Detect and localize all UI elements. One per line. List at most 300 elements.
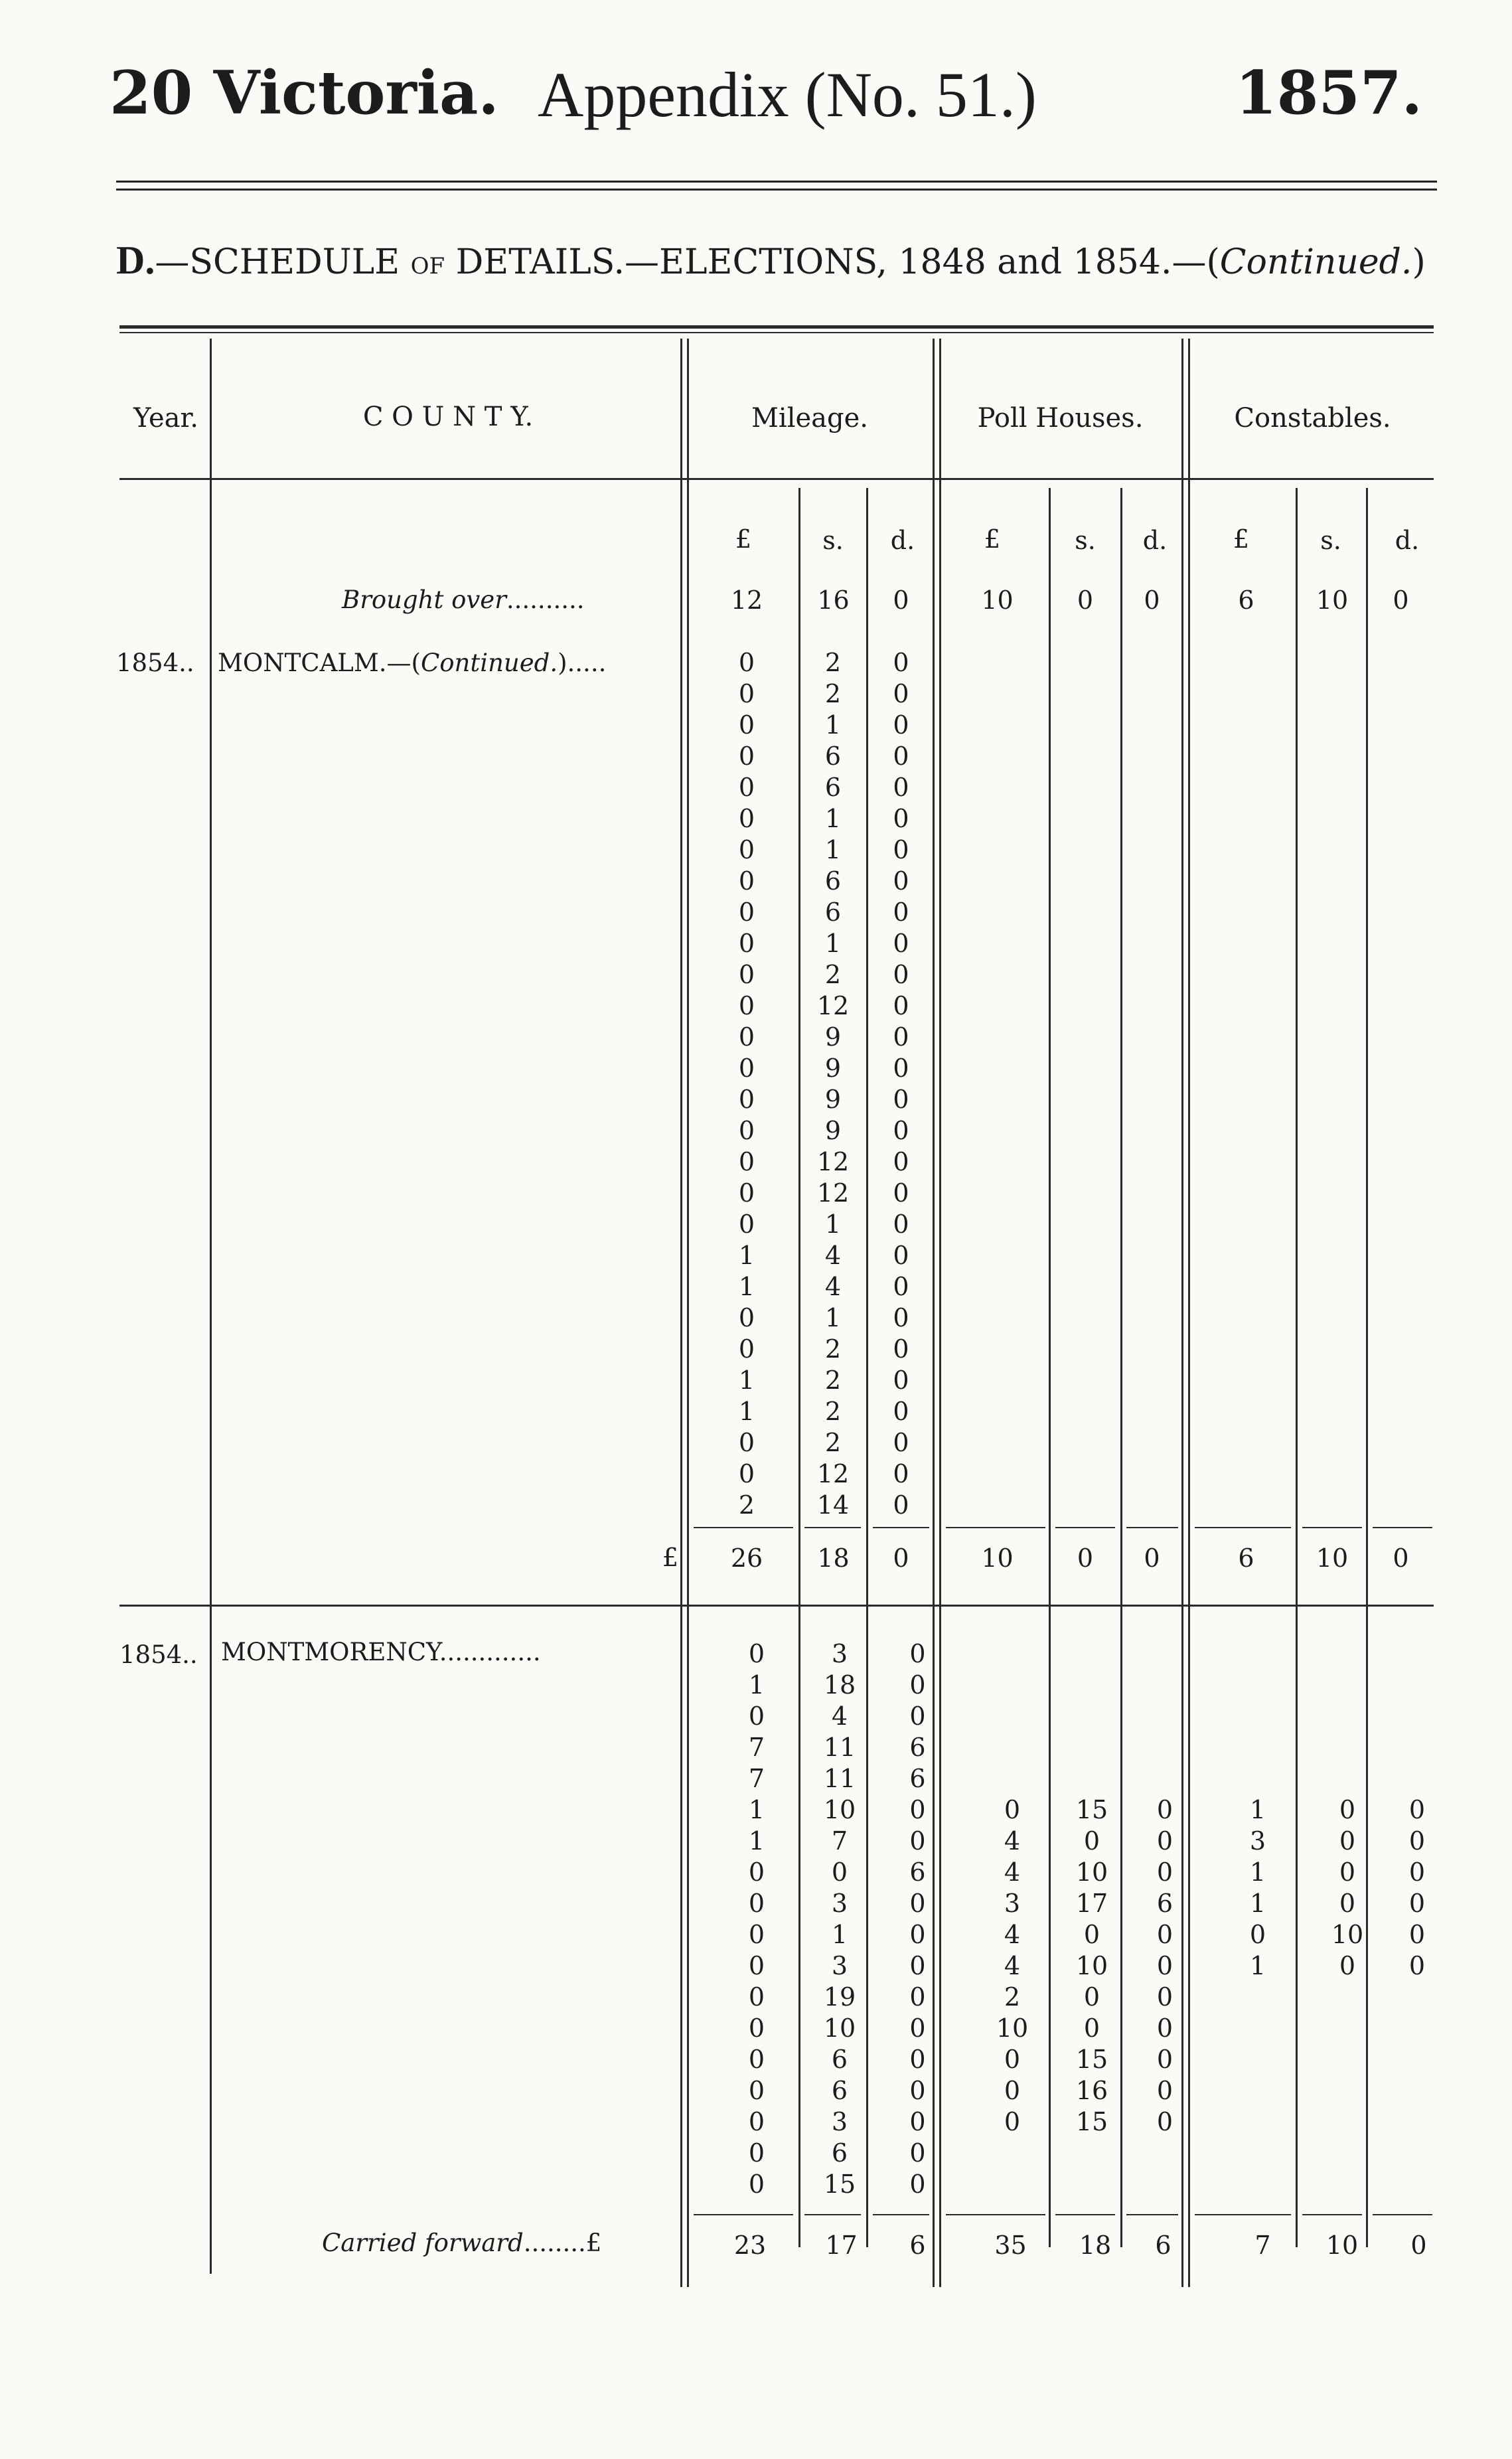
- cf-mileage-d: 6: [909, 2231, 926, 2260]
- montmorency-name: MONTMORENCY: [221, 1638, 439, 1666]
- mileage-shillings-cell: 3: [831, 1639, 848, 1668]
- montcalm-county: [218, 651, 606, 675]
- subtitle-close: ): [1412, 242, 1426, 282]
- poll-pence-cell: 0: [1156, 2014, 1173, 2043]
- const-pounds-cell: 1: [1249, 1795, 1266, 1824]
- mileage-pounds-cell: 0: [748, 1982, 765, 2012]
- montcalm-total-rule-poll-l: [946, 1527, 1045, 1528]
- const-pounds-cell: 3: [1249, 1826, 1266, 1856]
- year-county-divider: [210, 339, 212, 2274]
- poll-pounds-cell: 0: [1004, 1795, 1021, 1824]
- mileage-pence-cell: 0: [893, 1428, 909, 1457]
- cf-rule-s: [804, 2214, 861, 2215]
- mileage-shilling-unit: s.: [822, 526, 844, 555]
- mileage-pence-cell: 0: [909, 1982, 926, 2012]
- year-label: 1857.: [1235, 58, 1422, 128]
- mileage-pence-cell: 0: [893, 898, 909, 927]
- mileage-pence-cell: 0: [893, 1178, 909, 1208]
- poll-pence-cell: 0: [1156, 1982, 1173, 2012]
- montcalm-total-rule-const-d: [1373, 1527, 1432, 1528]
- mileage-pounds-cell: 0: [738, 1085, 755, 1114]
- poll-pounds-cell: 4: [1004, 1920, 1021, 1949]
- mileage-shillings-cell: 2: [824, 960, 842, 989]
- mileage-pence-cell: 0: [909, 2170, 926, 2199]
- montcalm-total-rule-const-s: [1302, 1527, 1362, 1528]
- montmorency-mileage-pounds: [723, 1638, 790, 2200]
- mileage-pounds-cell: 0: [748, 2014, 765, 2043]
- brought-over-mileage-s: 16: [817, 586, 850, 615]
- mileage-pence-cell: 0: [893, 742, 909, 771]
- mileage-pounds-cell: 0: [738, 960, 755, 989]
- mileage-pounds-cell: 0: [748, 2170, 765, 2199]
- mileage-pence-cell: 0: [893, 866, 909, 896]
- mileage-shillings-cell: 2: [824, 1397, 842, 1426]
- table-top-rule-1: [119, 325, 1434, 329]
- mileage-shillings-cell: 6: [831, 2076, 848, 2105]
- mileage-pounds-cell: 0: [748, 2045, 765, 2074]
- mileage-pounds-cell: 0: [738, 1116, 755, 1145]
- mileage-pence-cell: 0: [909, 1826, 926, 1856]
- mileage-pounds-cell: 7: [748, 1733, 765, 1762]
- subtitle-text-1: —SCHEDULE: [155, 242, 411, 282]
- const-s-d-divider: [1366, 488, 1368, 2247]
- poll-pence-cell: 0: [1156, 1795, 1173, 1824]
- montcalm-total-poll-l: 10: [981, 1544, 1014, 1573]
- mileage-pence-cell: 0: [893, 1116, 909, 1145]
- poll-pence-cell: 6: [1156, 1889, 1173, 1918]
- mileage-shillings-cell: 18: [823, 1670, 856, 1700]
- mileage-shillings-cell: 2: [824, 679, 842, 708]
- mileage-pounds-cell: 0: [748, 1702, 765, 1731]
- cf-poll-s: 18: [1079, 2231, 1112, 2260]
- carried-forward-pound-sign: £: [585, 2229, 602, 2257]
- carried-forward-text: Carried forward: [322, 2229, 524, 2257]
- mileage-pounds-cell: 1: [748, 1826, 765, 1856]
- montcalm-total-const-l: 6: [1238, 1544, 1254, 1573]
- mileage-pence-cell: 0: [893, 1303, 909, 1332]
- mileage-shillings-cell: 14: [816, 1490, 850, 1520]
- mileage-shillings-cell: 7: [831, 1826, 848, 1856]
- const-pounds-cell: 1: [1249, 1951, 1266, 1980]
- mileage-pence-cell: 0: [909, 1702, 926, 1731]
- montcalm-total-poll-d: 0: [1144, 1544, 1160, 1573]
- mileage-shillings-cell: 15: [823, 2170, 856, 2199]
- mileage-shillings-cell: 1: [824, 710, 842, 740]
- mileage-pence-cell: 0: [893, 679, 909, 708]
- mileage-shillings-cell: 1: [824, 835, 842, 864]
- mileage-pounds-cell: 1: [748, 1795, 765, 1824]
- montcalm-total-const-d: 0: [1393, 1544, 1409, 1573]
- mileage-shillings-cell: 3: [831, 1951, 848, 1980]
- montmorency-poll-pence: [1135, 1794, 1195, 2138]
- montcalm-total-rule-s: [804, 1527, 861, 1528]
- poll-shillings-cell: 17: [1075, 1889, 1108, 1918]
- poll-shilling-unit: s.: [1075, 526, 1096, 555]
- mileage-pence-unit: d.: [890, 526, 915, 555]
- mileage-pence-cell: 0: [909, 2076, 926, 2105]
- poll-pence-cell: 0: [1156, 2045, 1173, 2074]
- mileage-pounds-cell: 0: [748, 1920, 765, 1949]
- mileage-pence-cell: 6: [909, 1733, 926, 1762]
- cf-rule-l: [694, 2214, 793, 2215]
- mileage-shillings-cell: 0: [831, 1858, 848, 1887]
- table-top-rule-2: [119, 332, 1434, 333]
- montcalm-total-pound-sign: £: [662, 1543, 679, 1572]
- mileage-pounds-cell: 0: [748, 2107, 765, 2136]
- mileage-shillings-cell: 12: [816, 991, 850, 1020]
- cf-rule-const-s: [1302, 2214, 1362, 2215]
- mileage-pounds-cell: 0: [738, 898, 755, 927]
- mileage-shillings-cell: 6: [831, 2138, 848, 2168]
- const-pence-unit: d.: [1395, 526, 1420, 555]
- montmorency-poll-pounds: [979, 1794, 1045, 2138]
- brought-over-poll-l: 10: [981, 586, 1014, 615]
- poll-pounds-cell: 0: [1004, 2076, 1021, 2105]
- mileage-shillings-cell: 4: [824, 1272, 842, 1301]
- mileage-pounds-cell: 0: [738, 866, 755, 896]
- mileage-shillings-cell: 2: [824, 1366, 842, 1395]
- brought-over-label: [342, 588, 585, 612]
- mileage-pence-cell: 0: [893, 1490, 909, 1520]
- subtitle-continued: Continued.: [1219, 242, 1412, 282]
- montcalm-total-rule-d: [873, 1527, 929, 1528]
- mileage-pence-cell: 0: [893, 1085, 909, 1114]
- cf-mileage-l: 23: [733, 2231, 767, 2260]
- mileage-pounds-cell: 0: [738, 773, 755, 802]
- mileage-pence-cell: 0: [893, 648, 909, 677]
- mileage-shillings-cell: 1: [824, 929, 842, 958]
- carried-forward-label: [322, 2231, 601, 2255]
- montmorency-const-shillings: [1314, 1794, 1381, 1982]
- mileage-pence-cell: 6: [909, 1858, 926, 1887]
- header-bottom-rule: [119, 478, 1434, 480]
- mileage-pounds-cell: 0: [738, 1054, 755, 1083]
- brought-over-poll-d: 0: [1144, 586, 1160, 615]
- mileage-shillings-cell: 4: [824, 1241, 842, 1270]
- mileage-pence-cell: 0: [893, 804, 909, 833]
- mileage-pence-cell: 0: [909, 1889, 926, 1918]
- cf-const-d: 0: [1410, 2231, 1427, 2260]
- mileage-pence-cell: 0: [893, 1366, 909, 1395]
- poll-pounds-cell: 4: [1004, 1826, 1021, 1856]
- poll-houses-header: Poll Houses.: [977, 403, 1144, 434]
- session-label: 20 Victoria.: [110, 58, 499, 128]
- mileage-pounds-cell: 0: [738, 929, 755, 958]
- poll-pounds-cell: 0: [1004, 2107, 1021, 2136]
- subtitle-of: OF: [410, 253, 445, 279]
- montmorency-year: 1854..: [119, 1640, 198, 1669]
- mileage-shillings-cell: 6: [831, 2045, 848, 2074]
- cf-rule-poll-d: [1126, 2214, 1178, 2215]
- const-pence-cell: 0: [1408, 1889, 1426, 1918]
- montcalm-total-mileage-l: 26: [730, 1544, 763, 1573]
- county-mileage-divider-b: [687, 339, 689, 2287]
- schedule-subtitle: [116, 238, 1426, 283]
- const-pence-cell: 0: [1408, 1858, 1426, 1887]
- mileage-pence-cell: 0: [909, 2107, 926, 2136]
- poll-shillings-cell: 0: [1083, 2014, 1100, 2043]
- mileage-shillings-cell: 9: [824, 1054, 842, 1083]
- mileage-header: Mileage.: [751, 403, 869, 434]
- mileage-shillings-cell: 1: [824, 1303, 842, 1332]
- montmorency-mileage-shillings: [806, 1638, 873, 2200]
- mileage-pound-unit: £: [735, 524, 752, 554]
- poll-pounds-cell: 4: [1004, 1951, 1021, 1980]
- mileage-pounds-cell: 0: [738, 1303, 755, 1332]
- poll-l-s-divider: [1049, 488, 1051, 2247]
- mileage-shillings-cell: 10: [823, 2014, 856, 2043]
- mileage-pence-cell: 0: [893, 1022, 909, 1052]
- mileage-pence-cell: 0: [909, 2045, 926, 2074]
- mileage-pounds-cell: 1: [748, 1670, 765, 1700]
- montcalm-total-mileage-s: 18: [817, 1544, 850, 1573]
- const-pence-cell: 0: [1408, 1795, 1426, 1824]
- const-pounds-cell: 1: [1249, 1889, 1266, 1918]
- montcalm-year: 1854..: [116, 649, 194, 677]
- county-header: C O U N T Y.: [362, 402, 534, 432]
- const-pence-cell: 0: [1408, 1920, 1426, 1949]
- cf-rule-d: [873, 2214, 929, 2215]
- mileage-pounds-cell: 7: [748, 1764, 765, 1793]
- mileage-pounds-cell: 0: [748, 2076, 765, 2105]
- subtitle-text-2: DETAILS.—ELECTIONS, 1848 and 1854.—(: [445, 242, 1220, 282]
- mileage-shillings-cell: 9: [824, 1085, 842, 1114]
- montmorency-poll-shillings: [1059, 1794, 1125, 2138]
- mileage-pence-cell: 0: [909, 1951, 926, 1980]
- mileage-pounds-cell: 1: [738, 1241, 755, 1270]
- mileage-shillings-cell: 19: [823, 1982, 856, 2012]
- mileage-shillings-cell: 6: [824, 773, 842, 802]
- mileage-pounds-cell: 0: [738, 1210, 755, 1239]
- poll-pounds-cell: 10: [996, 2014, 1029, 2043]
- mileage-shillings-cell: 11: [823, 1764, 856, 1793]
- cf-poll-l: 35: [994, 2231, 1027, 2260]
- poll-shillings-cell: 15: [1075, 2045, 1108, 2074]
- mileage-shillings-cell: 3: [831, 1889, 848, 1918]
- cf-rule-poll-s: [1055, 2214, 1115, 2215]
- montcalm-total-rule-poll-s: [1055, 1527, 1115, 1528]
- mileage-pence-cell: 0: [909, 2014, 926, 2043]
- montcalm-close: ): [558, 649, 567, 677]
- mileage-shillings-cell: 2: [824, 648, 842, 677]
- poll-shillings-cell: 10: [1075, 1858, 1108, 1887]
- poll-shillings-cell: 0: [1083, 1826, 1100, 1856]
- montcalm-total-rule-l: [694, 1527, 793, 1528]
- mileage-pounds-cell: 0: [748, 1951, 765, 1980]
- mileage-shillings-cell: 2: [824, 1334, 842, 1364]
- montmorency-county: [221, 1640, 541, 1664]
- montmorency-mileage-pence: [886, 1638, 949, 2200]
- const-shillings-cell: 10: [1331, 1920, 1364, 1949]
- header-rule-1: [116, 181, 1437, 183]
- poll-shillings-cell: 10: [1075, 1951, 1108, 1980]
- montcalm-mileage-pence: [869, 647, 933, 1521]
- mileage-shillings-cell: 10: [823, 1795, 856, 1824]
- mileage-pounds-cell: 0: [738, 648, 755, 677]
- poll-shillings-cell: 15: [1075, 1795, 1108, 1824]
- mileage-pence-cell: 0: [909, 2138, 926, 2168]
- mileage-shillings-cell: 6: [824, 866, 842, 896]
- montcalm-mileage-shillings: [800, 647, 866, 1521]
- montcalm-name: MONTCALM.—(: [218, 649, 421, 677]
- montmorency-dots: .............: [439, 1638, 541, 1666]
- poll-pounds-cell: 3: [1004, 1889, 1021, 1918]
- mileage-pounds-cell: 0: [748, 1639, 765, 1668]
- mileage-shillings-cell: 12: [816, 1459, 850, 1488]
- montcalm-total-rule-const-l: [1195, 1527, 1291, 1528]
- section-divider: [119, 1605, 1434, 1607]
- cf-mileage-s: 17: [825, 2231, 858, 2260]
- const-l-s-divider: [1296, 488, 1298, 2247]
- const-shillings-cell: 0: [1339, 1951, 1356, 1980]
- mileage-shillings-cell: 1: [824, 804, 842, 833]
- const-pence-cell: 0: [1408, 1826, 1426, 1856]
- const-shilling-unit: s.: [1320, 526, 1341, 555]
- mileage-pounds-cell: 2: [738, 1490, 755, 1520]
- mileage-pence-cell: 0: [909, 1920, 926, 1949]
- mileage-shillings-cell: 2: [824, 1428, 842, 1457]
- cf-const-s: 10: [1325, 2231, 1359, 2260]
- mileage-pence-cell: 0: [893, 1272, 909, 1301]
- mileage-shillings-cell: 3: [831, 2107, 848, 2136]
- mileage-pounds-cell: 0: [738, 679, 755, 708]
- poll-pounds-cell: 0: [1004, 2045, 1021, 2074]
- brought-over-const-d: 0: [1393, 586, 1409, 615]
- poll-pence-cell: 0: [1156, 1951, 1173, 1980]
- montcalm-total-mileage-d: 0: [893, 1544, 909, 1573]
- mileage-pounds-cell: 0: [738, 710, 755, 740]
- brought-over-dots: ..........: [506, 586, 585, 614]
- mileage-shillings-cell: 12: [816, 1147, 850, 1176]
- mileage-pounds-cell: 0: [738, 1334, 755, 1364]
- mileage-pounds-cell: 0: [738, 835, 755, 864]
- mileage-pence-cell: 0: [893, 1147, 909, 1176]
- const-shillings-cell: 0: [1339, 1858, 1356, 1887]
- mileage-pence-cell: 0: [893, 960, 909, 989]
- mileage-pence-cell: 0: [893, 1054, 909, 1083]
- year-header: Year.: [133, 403, 198, 434]
- mileage-shillings-cell: 11: [823, 1733, 856, 1762]
- poll-shillings-cell: 16: [1075, 2076, 1108, 2105]
- poll-pounds-cell: 4: [1004, 1858, 1021, 1887]
- mileage-shillings-cell: 9: [824, 1022, 842, 1052]
- mileage-pounds-cell: 1: [738, 1397, 755, 1426]
- montcalm-dots: .....: [567, 649, 607, 677]
- mileage-pence-cell: 0: [893, 835, 909, 864]
- mileage-pounds-cell: 1: [738, 1272, 755, 1301]
- mileage-pounds-cell: 0: [738, 1178, 755, 1208]
- montcalm-total-const-s: 10: [1316, 1544, 1349, 1573]
- mileage-pounds-cell: 0: [748, 1889, 765, 1918]
- mileage-pence-cell: 0: [893, 1241, 909, 1270]
- county-mileage-divider-a: [680, 339, 682, 2287]
- header-rule-2: [116, 189, 1437, 191]
- constables-header: Constables.: [1234, 403, 1391, 434]
- mileage-pence-cell: 0: [893, 710, 909, 740]
- mileage-pence-cell: 0: [893, 991, 909, 1020]
- mileage-pounds-cell: 0: [748, 2138, 765, 2168]
- mileage-pence-cell: 0: [893, 773, 909, 802]
- mileage-shillings-cell: 6: [824, 742, 842, 771]
- brought-over-mileage-l: 12: [730, 586, 763, 615]
- mileage-shillings-cell: 12: [816, 1178, 850, 1208]
- montmorency-const-pence: [1387, 1794, 1447, 1982]
- poll-shillings-cell: 0: [1083, 1920, 1100, 1949]
- mileage-shillings-cell: 9: [824, 1116, 842, 1145]
- poll-pence-unit: d.: [1142, 526, 1168, 555]
- mileage-pounds-cell: 0: [748, 1858, 765, 1887]
- cf-rule-poll-l: [946, 2214, 1045, 2215]
- poll-pence-cell: 0: [1156, 2076, 1173, 2105]
- mileage-pounds-cell: 0: [738, 1147, 755, 1176]
- schedule-letter: D.: [116, 238, 155, 282]
- poll-pence-cell: 0: [1156, 1826, 1173, 1856]
- mileage-pence-cell: 0: [909, 1639, 926, 1668]
- cf-poll-d: 6: [1155, 2231, 1172, 2260]
- const-shillings-cell: 0: [1339, 1889, 1356, 1918]
- mileage-shillings-cell: 4: [831, 1702, 848, 1731]
- mileage-pounds-cell: 0: [738, 1022, 755, 1052]
- const-pounds-cell: 0: [1249, 1920, 1266, 1949]
- mileage-pence-cell: 0: [909, 1670, 926, 1700]
- const-shillings-cell: 0: [1339, 1826, 1356, 1856]
- mileage-shillings-cell: 6: [824, 898, 842, 927]
- brought-over-poll-s: 0: [1077, 586, 1094, 615]
- cf-rule-const-d: [1373, 2214, 1432, 2215]
- montcalm-mileage-pounds: [714, 647, 780, 1521]
- brought-over-const-l: 6: [1238, 586, 1254, 615]
- const-pounds-cell: 1: [1249, 1858, 1266, 1887]
- poll-pence-cell: 0: [1156, 1920, 1173, 1949]
- mileage-pounds-cell: 1: [738, 1366, 755, 1395]
- mileage-pounds-cell: 0: [738, 742, 755, 771]
- cf-const-l: 7: [1254, 2231, 1271, 2260]
- mileage-pence-cell: 0: [893, 929, 909, 958]
- brought-over-const-s: 10: [1316, 586, 1349, 615]
- poll-pence-cell: 0: [1156, 1858, 1173, 1887]
- mileage-pounds-cell: 0: [738, 1459, 755, 1488]
- mileage-pounds-cell: 0: [738, 991, 755, 1020]
- brought-over-text: Brought over: [342, 586, 506, 614]
- const-pound-unit: £: [1233, 524, 1250, 554]
- montcalm-total-poll-s: 0: [1077, 1544, 1094, 1573]
- const-shillings-cell: 0: [1339, 1795, 1356, 1824]
- carried-forward-dots: ........: [523, 2229, 586, 2257]
- mileage-pence-cell: 0: [893, 1210, 909, 1239]
- mileage-shillings-cell: 1: [831, 1920, 848, 1949]
- brought-over-mileage-d: 0: [893, 586, 909, 615]
- mileage-pence-cell: 0: [893, 1397, 909, 1426]
- montcalm-total-rule-poll-d: [1126, 1527, 1178, 1528]
- mileage-shillings-cell: 1: [824, 1210, 842, 1239]
- mileage-pounds-cell: 0: [738, 804, 755, 833]
- montcalm-continued: Continued.: [420, 649, 558, 677]
- mileage-pence-cell: 6: [909, 1764, 926, 1793]
- poll-pounds-cell: 2: [1004, 1982, 1021, 2012]
- poll-pence-cell: 0: [1156, 2107, 1173, 2136]
- poll-shillings-cell: 15: [1075, 2107, 1108, 2136]
- appendix-title: Appendix (No. 51.): [538, 59, 1037, 130]
- cf-rule-const-l: [1195, 2214, 1291, 2215]
- mileage-pence-cell: 0: [909, 1795, 926, 1824]
- mileage-pence-cell: 0: [893, 1334, 909, 1364]
- poll-shillings-cell: 0: [1083, 1982, 1100, 2012]
- const-pence-cell: 0: [1408, 1951, 1426, 1980]
- poll-pound-unit: £: [984, 524, 1001, 554]
- mileage-pounds-cell: 0: [738, 1428, 755, 1457]
- mileage-pence-cell: 0: [893, 1459, 909, 1488]
- montmorency-const-pounds: [1225, 1794, 1291, 1982]
